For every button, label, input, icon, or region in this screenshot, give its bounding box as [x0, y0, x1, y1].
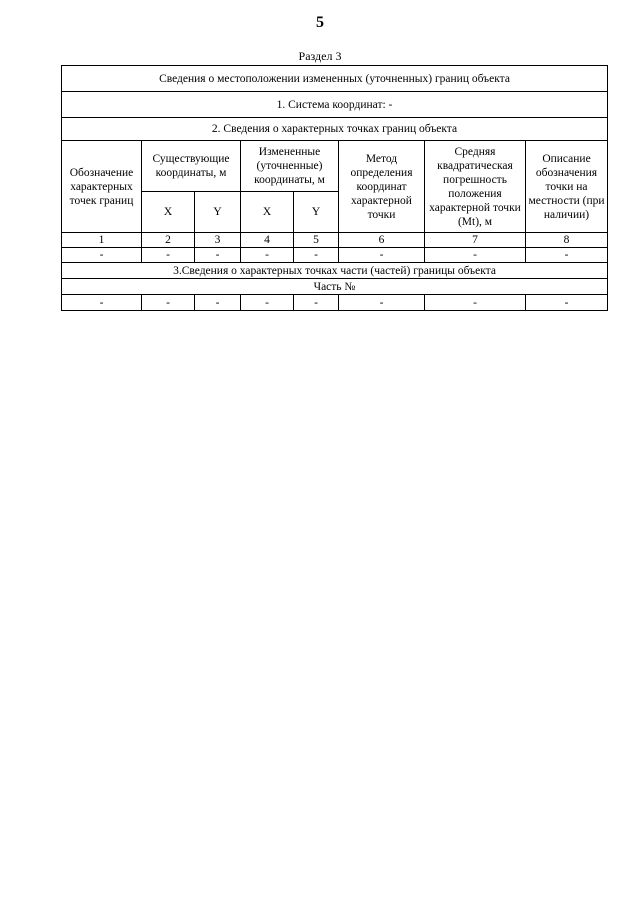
table-cell: -	[241, 248, 294, 263]
table-cell: -	[425, 248, 526, 263]
part-number-row: Часть №	[62, 279, 608, 295]
header-method: Метод определения координат характерной точки	[339, 141, 425, 233]
column-number-row	[62, 233, 608, 248]
table-cell: -	[241, 295, 294, 311]
table-title: Сведения о местоположении измененных (уточненных) границ объекта	[62, 66, 608, 92]
coord-system-row: 1. Система координат: -	[62, 92, 608, 118]
header-error: Средняя квадратическая погрешность положения характерной точки (Mt), м	[425, 141, 526, 233]
table-cell: -	[142, 248, 195, 263]
header-changed-coords: Измененные (уточненные) координаты, м	[241, 141, 339, 192]
table-cell: -	[526, 248, 608, 263]
points-section-title: 2. Сведения о характерных точках границ объекта	[62, 118, 608, 141]
part-section-title: 3.Сведения о характерных точках части (частей) границы объекта	[62, 263, 608, 279]
column-number: 6	[339, 233, 425, 248]
column-number: 1	[62, 233, 142, 248]
table-row	[62, 248, 608, 263]
table-cell: -	[195, 248, 241, 263]
header-existing-coords: Существующие координаты, м	[142, 141, 241, 192]
column-number: 3	[195, 233, 241, 248]
header-description: Описание обозначения точки на местности (при наличии)	[526, 141, 608, 233]
header-changed-x: X	[241, 192, 294, 233]
table-cell: -	[339, 295, 425, 311]
section-title: Раздел 3	[298, 49, 342, 63]
table-cell: -	[425, 295, 526, 311]
table-cell: -	[526, 295, 608, 311]
header-existing-x: X	[142, 192, 195, 233]
column-number: 7	[425, 233, 526, 248]
column-number: 4	[241, 233, 294, 248]
boundary-table	[61, 65, 608, 311]
header-existing-y: Y	[195, 192, 241, 233]
table-cell: -	[195, 295, 241, 311]
column-number: 2	[142, 233, 195, 248]
page-number: 5	[316, 14, 324, 31]
table-row	[62, 295, 608, 311]
table-cell: -	[62, 295, 142, 311]
table-cell: -	[294, 295, 339, 311]
column-number: 8	[526, 233, 608, 248]
table-cell: -	[142, 295, 195, 311]
table-cell: -	[339, 248, 425, 263]
table-cell: -	[62, 248, 142, 263]
header-changed-y: Y	[294, 192, 339, 233]
column-number: 5	[294, 233, 339, 248]
header-designation: Обозначение характерных точек границ	[62, 141, 142, 233]
table-cell: -	[294, 248, 339, 263]
